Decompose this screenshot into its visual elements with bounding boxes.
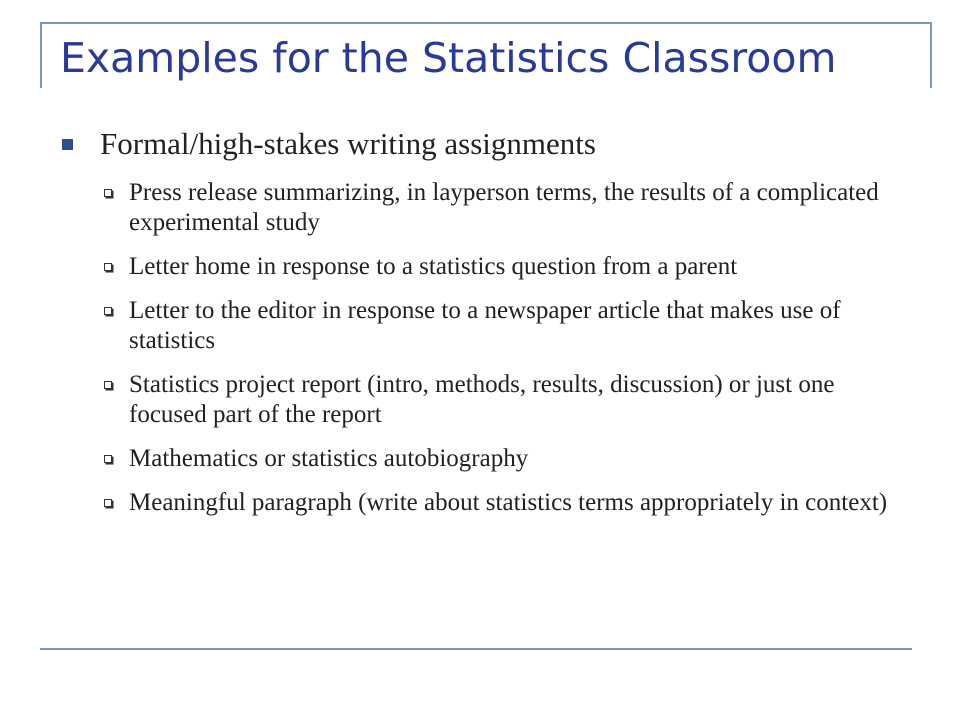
main-bullet-text: Formal/high-stakes writing assignments — [100, 126, 596, 161]
hollow-square-bullet-icon — [104, 381, 112, 389]
sub-bullet-text: Letter to the editor in response to a newspaper article that makes use of statistics — [129, 297, 841, 354]
sub-bullet-item — [60, 444, 910, 474]
frame-top-line — [40, 22, 932, 24]
slide-content — [60, 124, 910, 532]
sub-bullet-list — [60, 178, 910, 518]
slide-title: Examples for the Statistics Classroom — [60, 34, 837, 82]
frame-right-line — [930, 22, 932, 88]
frame-bottom-line — [40, 648, 912, 650]
hollow-square-bullet-icon — [104, 307, 112, 315]
sub-bullet-item — [60, 488, 910, 518]
sub-bullet-text: Letter home in response to a statistics question from a parent — [129, 253, 738, 280]
hollow-square-bullet-icon — [104, 263, 112, 271]
sub-bullet-item — [60, 370, 910, 430]
main-bullet-point — [60, 124, 910, 164]
frame-left-line — [40, 22, 42, 88]
sub-bullet-item — [60, 252, 910, 282]
sub-bullet-text: Press release summarizing, in layperson terms, the results of a complicated experimental study — [129, 179, 879, 236]
sub-bullet-item — [60, 296, 910, 356]
hollow-square-bullet-icon — [104, 499, 112, 507]
sub-bullet-item — [60, 178, 910, 238]
hollow-square-bullet-icon — [104, 189, 112, 197]
hollow-square-bullet-icon — [104, 455, 112, 463]
filled-square-bullet-icon — [62, 139, 73, 150]
sub-bullet-text: Statistics project report (intro, methods, results, discussion) or just one focused part of the report — [129, 371, 835, 428]
sub-bullet-text: Mathematics or statistics autobiography — [129, 445, 529, 472]
sub-bullet-text: Meaningful paragraph (write about statistics terms appropriately in context) — [129, 489, 888, 516]
